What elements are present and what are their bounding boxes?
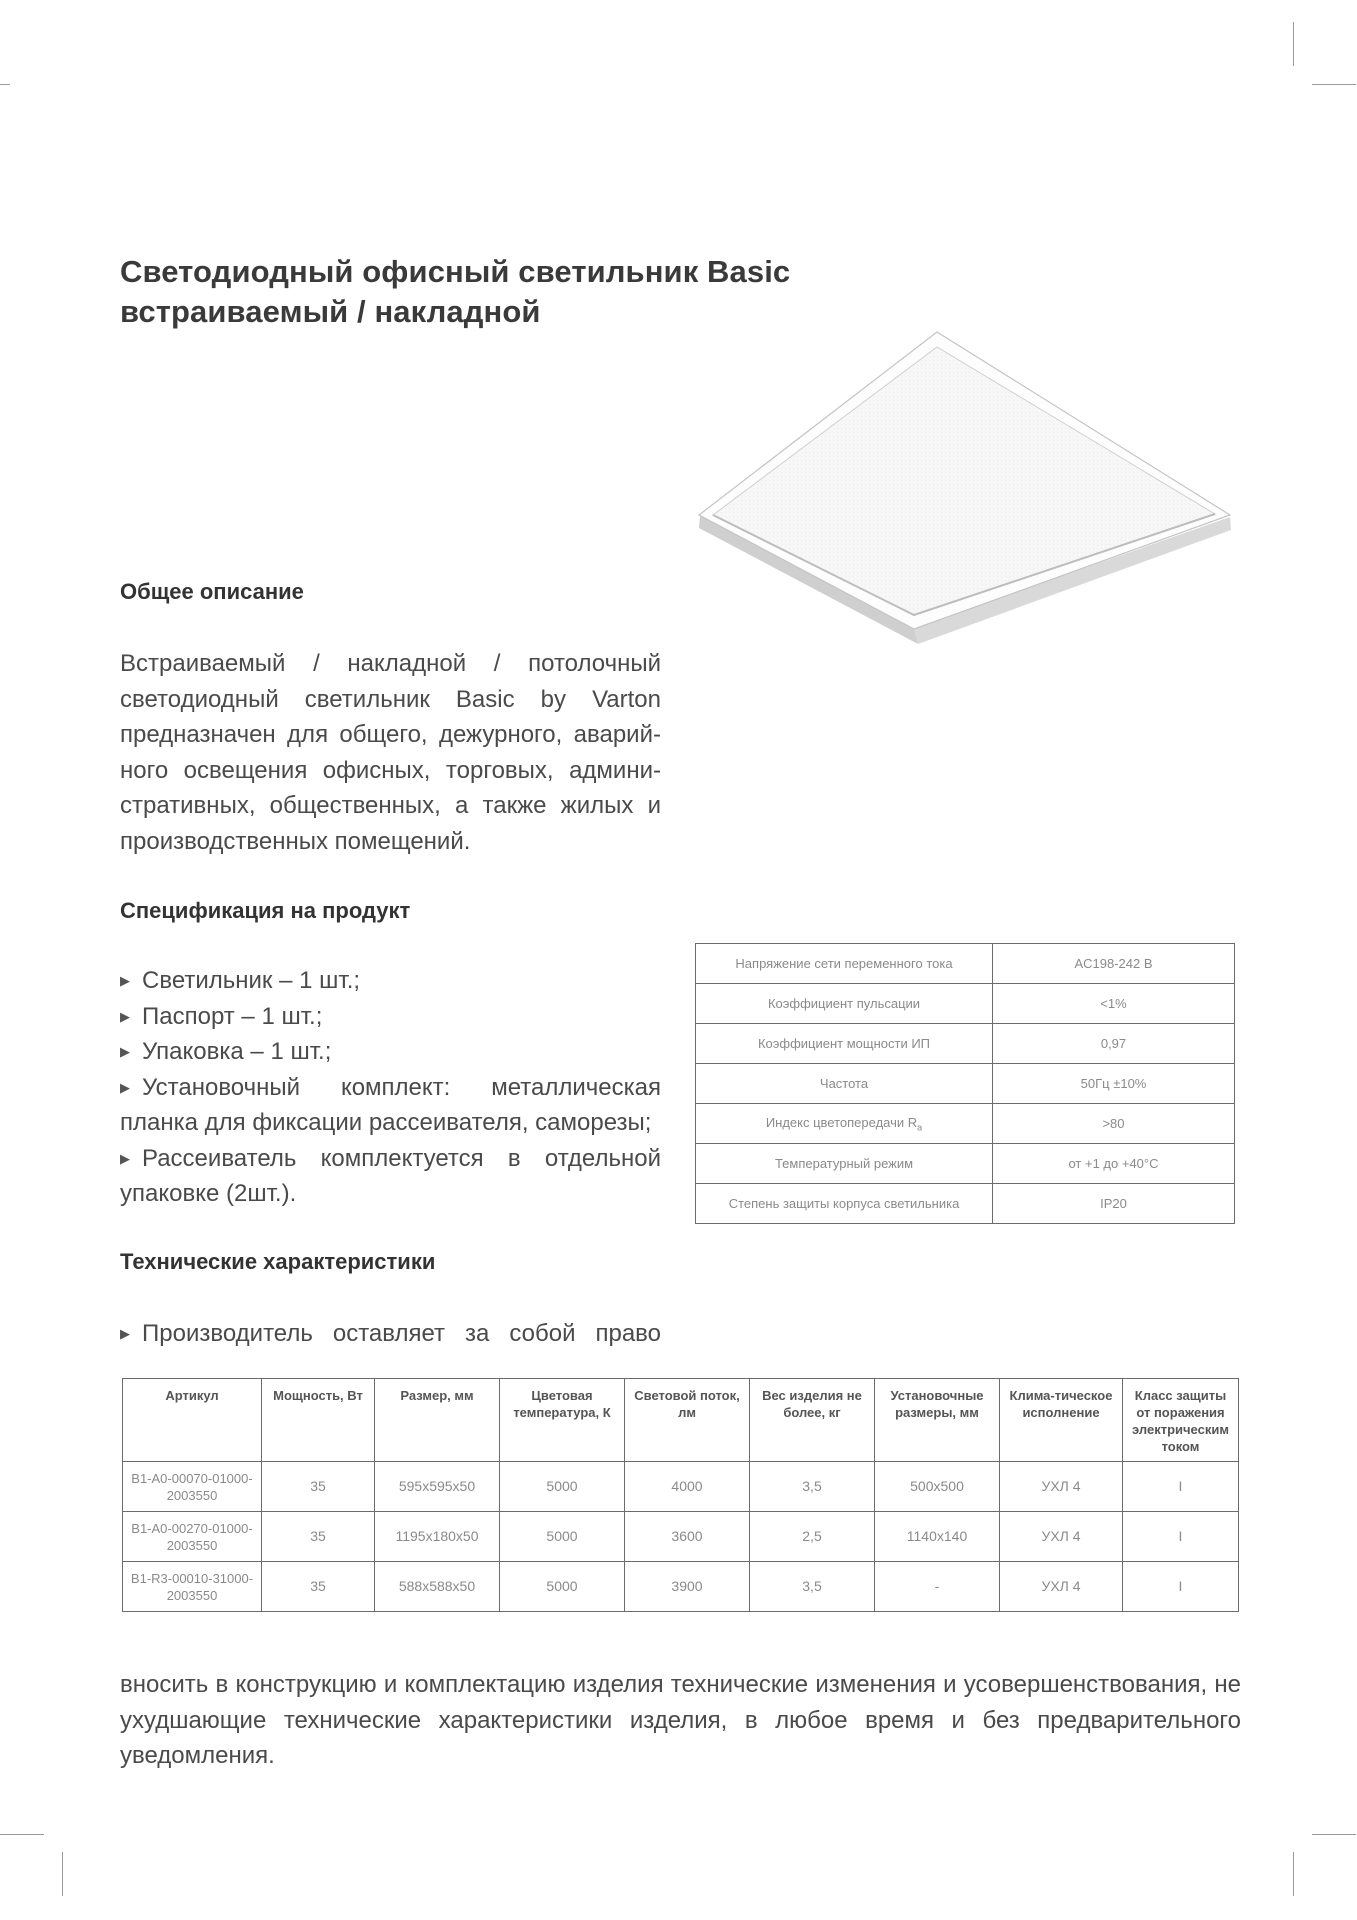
- bullet-arrow-icon: ▶: [120, 1150, 130, 1166]
- manufacturer-note-end: вносить в конструкцию и комплектацию изделия технические изменения и усовершенствования, не ухудшающие технические характеристики изделия, в любое время и без предварительного уведомления.: [120, 1671, 1241, 1769]
- crop-mark: [1312, 84, 1356, 85]
- param-value: IP20: [993, 1184, 1235, 1224]
- table-cell: 35: [262, 1512, 375, 1562]
- section-heading-general: Общее описание: [120, 579, 304, 604]
- bullet-arrow-icon: ▶: [120, 973, 130, 988]
- subscript: a: [917, 1122, 923, 1133]
- crop-mark: [62, 1852, 63, 1896]
- table-cell: 5000: [500, 1562, 625, 1612]
- param-value: 50Гц ±10%: [993, 1064, 1235, 1104]
- table-cell: 500x500: [875, 1462, 1000, 1512]
- table-cell: 5000: [500, 1512, 625, 1562]
- table-row: [123, 1512, 1239, 1562]
- table-cell: УХЛ 4: [1000, 1562, 1123, 1612]
- table-cell: 3,5: [750, 1562, 875, 1612]
- column-header: Световой поток, лм: [625, 1379, 750, 1462]
- list-item: ▶ Светильник – 1 шт.;: [120, 963, 661, 999]
- param-value: 0,97: [993, 1024, 1235, 1064]
- table-cell: УХЛ 4: [1000, 1512, 1123, 1562]
- param-value: <1%: [993, 984, 1235, 1024]
- table-cell: I: [1123, 1462, 1239, 1512]
- table-row: [696, 1024, 1235, 1064]
- table-row: [696, 1184, 1235, 1224]
- table-cell: -: [875, 1562, 1000, 1612]
- bullet-arrow-icon: ▶: [120, 1008, 130, 1024]
- bullet-arrow-icon: ▶: [120, 1079, 130, 1095]
- manufacturer-note-start: ▶ Производитель оставляет за собой право: [120, 1316, 661, 1352]
- table-row: [696, 1144, 1235, 1184]
- param-value: AC198-242 В: [993, 944, 1235, 984]
- table-cell: 3,5: [750, 1462, 875, 1512]
- table-cell: 595x595x50: [375, 1462, 500, 1512]
- list-item: ▶ Упаковка – 1 шт.;: [120, 1034, 661, 1070]
- general-description: Встраиваемый / накладной / потолочный светодиодный светильник Basic by Varton предназначен для общего, дежурного, аварийного освещения офисных, торговых, административных, общественных, а также жилых и производственных помещений.: [120, 650, 661, 855]
- technical-specs-table: [122, 1378, 1239, 1612]
- list-item: ▶ Рассеиватель комплектуется в отдельной упаковке (2шт.).: [120, 1141, 661, 1212]
- column-header: Клима-тическое исполнение: [1000, 1379, 1123, 1462]
- page-title: [120, 252, 790, 332]
- column-header: Цветовая температура, К: [500, 1379, 625, 1462]
- table-row: [696, 944, 1235, 984]
- param-name: Напряжение сети переменного тока: [696, 944, 993, 984]
- table-row: [123, 1462, 1239, 1512]
- title-line-1: Светодиодный офисный светильник Basic: [120, 254, 791, 289]
- table-cell: B1-R3-00010-31000-2003550: [123, 1562, 262, 1612]
- spec-list: [120, 963, 661, 1212]
- table-cell: 1195x180x50: [375, 1512, 500, 1562]
- crop-mark: [0, 84, 10, 85]
- table-row: [696, 1064, 1235, 1104]
- table-cell: 5000: [500, 1462, 625, 1512]
- section-heading-spec: Спецификация на продукт: [120, 898, 411, 923]
- column-header: Класс защиты от поражения электрическим током: [1123, 1379, 1239, 1462]
- column-header: Мощность, Вт: [262, 1379, 375, 1462]
- crop-mark: [1293, 1852, 1294, 1896]
- table-cell: 588x588x50: [375, 1562, 500, 1612]
- param-value: от +1 до +40°С: [993, 1144, 1235, 1184]
- column-header: Вес изделия не более, кг: [750, 1379, 875, 1462]
- table-cell: 1140x140: [875, 1512, 1000, 1562]
- column-header: Размер, мм: [375, 1379, 500, 1462]
- ceiling-panel-light-icon: [695, 302, 1235, 647]
- param-name: Коэффициент пульсации: [696, 984, 993, 1024]
- table-row: [123, 1562, 1239, 1612]
- table-row: [696, 984, 1235, 1024]
- param-name: Температурный режим: [696, 1144, 993, 1184]
- param-name: Степень защиты корпуса светильника: [696, 1184, 993, 1224]
- table-cell: I: [1123, 1562, 1239, 1612]
- column-header: Установочные размеры, мм: [875, 1379, 1000, 1462]
- table-cell: 35: [262, 1462, 375, 1512]
- title-line-2: встраиваемый / накладной: [120, 294, 541, 329]
- table-cell: B1-A0-00070-01000-2003550: [123, 1462, 262, 1512]
- table-cell: 3900: [625, 1562, 750, 1612]
- crop-mark: [0, 1834, 44, 1835]
- table-cell: I: [1123, 1512, 1239, 1562]
- table-cell: 3600: [625, 1512, 750, 1562]
- bullet-arrow-icon: ▶: [120, 1326, 130, 1341]
- param-name: Индекс цветопередачи $R_a$: [696, 1104, 993, 1144]
- bullet-arrow-icon: ▶: [120, 1044, 130, 1059]
- crop-mark: [1293, 22, 1294, 66]
- list-item: ▶ Паспорт – 1 шт.;: [120, 999, 661, 1035]
- parameters-table: [695, 943, 1235, 1224]
- table-cell: 2,5: [750, 1512, 875, 1562]
- table-cell: B1-A0-00270-01000-2003550: [123, 1512, 262, 1562]
- column-header: Артикул: [123, 1379, 262, 1462]
- table-cell: 35: [262, 1562, 375, 1612]
- section-heading-tech: Технические характеристики: [120, 1249, 436, 1274]
- param-value: >80: [993, 1104, 1235, 1144]
- list-item: ▶ Установочный комплект: металлическая планка для фиксации рассеивателя, саморезы;: [120, 1070, 661, 1141]
- table-cell: УХЛ 4: [1000, 1462, 1123, 1512]
- table-header-row: [123, 1379, 1239, 1462]
- param-name: Коэффициент мощности ИП: [696, 1024, 993, 1064]
- param-name: Частота: [696, 1064, 993, 1104]
- table-row: [696, 1104, 1235, 1144]
- table-cell: 4000: [625, 1462, 750, 1512]
- crop-mark: [1312, 1834, 1356, 1835]
